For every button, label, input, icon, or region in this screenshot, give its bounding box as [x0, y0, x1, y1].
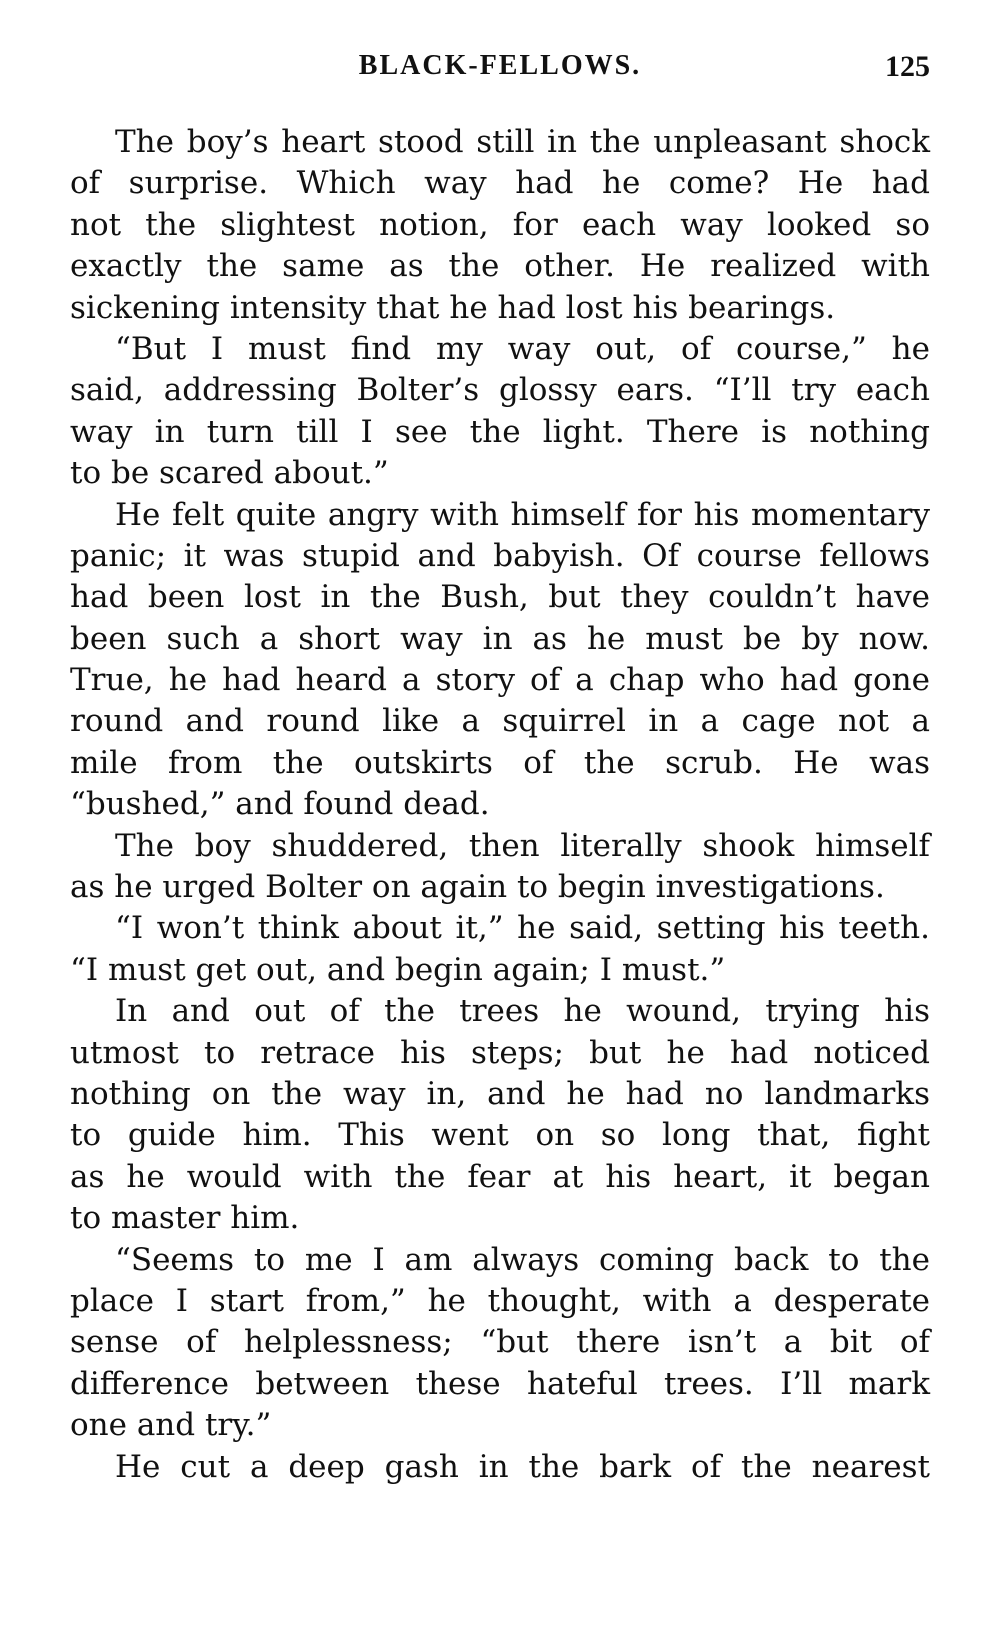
text-line: as he would with the fear at his heart, it began	[70, 1158, 930, 1195]
text-line: to master him.	[70, 1200, 300, 1237]
text-line: of surprise. Which way had he come? He had	[70, 165, 930, 202]
text-line: “I must get out, and begin again; I must.”	[70, 951, 726, 988]
text-line: place I start from,” he thought, with a desperate	[70, 1282, 930, 1319]
text-line: had been lost in the Bush, but they couldn’t have	[70, 579, 930, 616]
text-line: In and out of the trees he wound, trying his	[115, 993, 930, 1030]
text-line: “bushed,” and found dead.	[70, 786, 490, 823]
page-number: 125	[885, 50, 930, 83]
text-line: The boy shuddered, then literally shook himself	[115, 827, 930, 864]
text-line: True, he had heard a story of a chap who had gone	[70, 662, 930, 699]
text-line: to guide him. This went on so long that, fight	[70, 1117, 930, 1154]
text-line: “But I must find my way out, of course,” he	[115, 330, 930, 367]
text-line: mile from the outskirts of the scrub. He was	[70, 744, 930, 781]
text-line: not the slightest notion, for each way looked so	[70, 206, 930, 243]
text-line: sense of helplessness; “but there isn’t a bit of	[70, 1324, 930, 1361]
text-line: “I won’t think about it,” he said, setting his teeth.	[115, 910, 930, 947]
text-line: way in turn till I see the light. There is nothing	[70, 413, 930, 450]
text-line: said, addressing Bolter’s glossy ears. “I’ll try each	[70, 372, 930, 409]
text-line: The boy’s heart stood still in the unpleasant shock	[115, 124, 930, 160]
text-line: exactly the same as the other. He realized with	[70, 248, 930, 285]
text-line: utmost to retrace his steps; but he had noticed	[70, 1034, 930, 1071]
text-line: “Seems to me I am always coming back to the	[115, 1241, 930, 1278]
text-line: He cut a deep gash in the bark of the nearest	[115, 1448, 930, 1485]
running-head	[70, 50, 930, 90]
text-line: one and try.”	[70, 1407, 272, 1444]
text-line: panic; it was stupid and babyish. Of course fellows	[70, 537, 930, 574]
text-line: difference between these hateful trees. I’ll mark	[70, 1365, 930, 1402]
running-title: BLACK-FELLOWS.	[358, 50, 642, 81]
text-line: He felt quite angry with himself for his momentary	[115, 496, 930, 533]
text-line: as he urged Bolter on again to begin investigations.	[70, 869, 885, 906]
text-line: sickening intensity that he had lost his bearings.	[70, 289, 836, 326]
body-text	[70, 122, 930, 1488]
text-line: round and round like a squirrel in a cage not a	[70, 703, 930, 740]
text-line: to be scared about.”	[70, 455, 389, 492]
text-line: nothing on the way in, and he had no landmarks	[70, 1075, 930, 1112]
text-line: been such a short way in as he must be by now.	[70, 620, 930, 657]
